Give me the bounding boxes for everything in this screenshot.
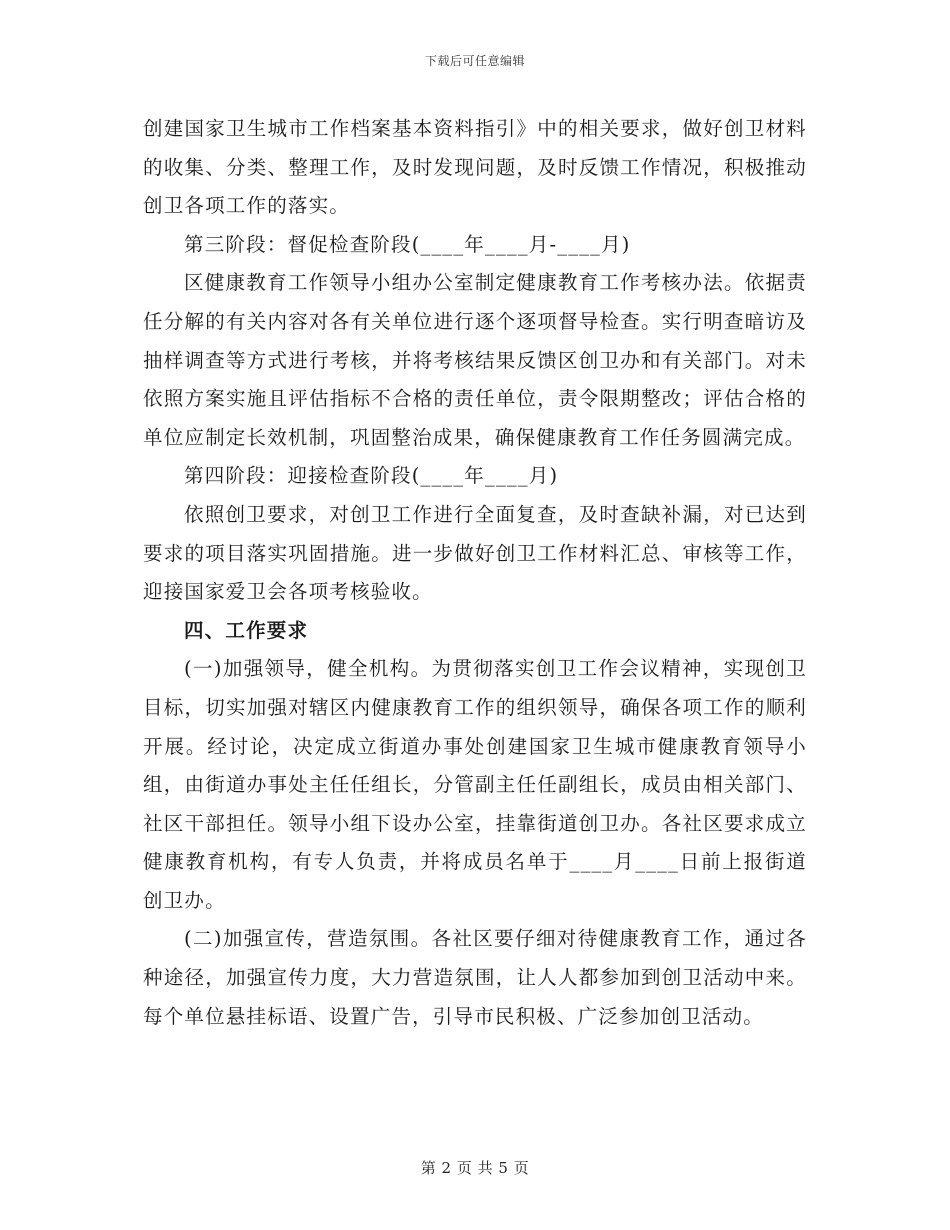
paragraph-leadership: (一)加强领导，健全机构。为贯彻落实创卫工作会议精神，实现创卫目标，切实加强对辖区内健康教育工作的组织领导，确保各项工作的顺利开展。经讨论，决定成立街道办事处创建国家卫生城市健康教育领导小组，由街道办事处主任任组长，分管副主任任副组长，成员由相关部门、社区干部担任。领导小组下设办公室，挂靠街道创卫办。各社区要求成立健康教育机构，有专人负责，并将成员名单于____月____日前上报街道创卫办。 [143,657,807,912]
page-number: 第 2 页 共 5 页 [420,1159,530,1177]
page-header: 下载后可任意编辑 [424,54,525,68]
stage-three-title: 第三阶段：督促检查阶段(____年____月-____月) [184,232,631,256]
document-body [143,110,807,1036]
paragraph-archive-requirements: 创建国家卫生城市工作档案基本资料指引》中的相关要求，做好创卫材料的收集、分类、整理工作，及时发现问题，及时反馈工作情况，积极推动创卫各项工作的落实。 [143,117,807,218]
paragraph-publicity: (二)加强宣传，营造氛围。各社区要仔细对待健康教育工作，通过各种途径，加强宣传力度，大力营造氛围，让人人都参加到创卫活动中来。每个单位悬挂标语、设置广告，引导市民积极、广泛参加创卫活动。 [143,927,807,1028]
paragraph-stage-four: 依照创卫要求，对创卫工作进行全面复查，及时查缺补漏，对已达到要求的项目落实巩固措施。进一步做好创卫工作材料汇总、审核等工作，迎接国家爱卫会各项考核验收。 [143,502,807,604]
section-heading-work-requirements: 四、工作要求 [184,618,309,642]
paragraph-stage-three: 区健康教育工作领导小组办公室制定健康教育工作考核办法。依据责任分解的有关内容对各有关单位进行逐个逐项督导检查。实行明查暗访及抽样调查等方式进行考核，并将考核结果反馈区创卫办和有关部门。对未依照方案实施且评估指标不合格的责任单位，责令限期整改；评估合格的单位应制定长效机制，巩固整治成果，确保健康教育工作任务圆满完成。 [143,271,807,449]
stage-four-title: 第四阶段：迎接检查阶段(____年____月) [184,464,559,488]
